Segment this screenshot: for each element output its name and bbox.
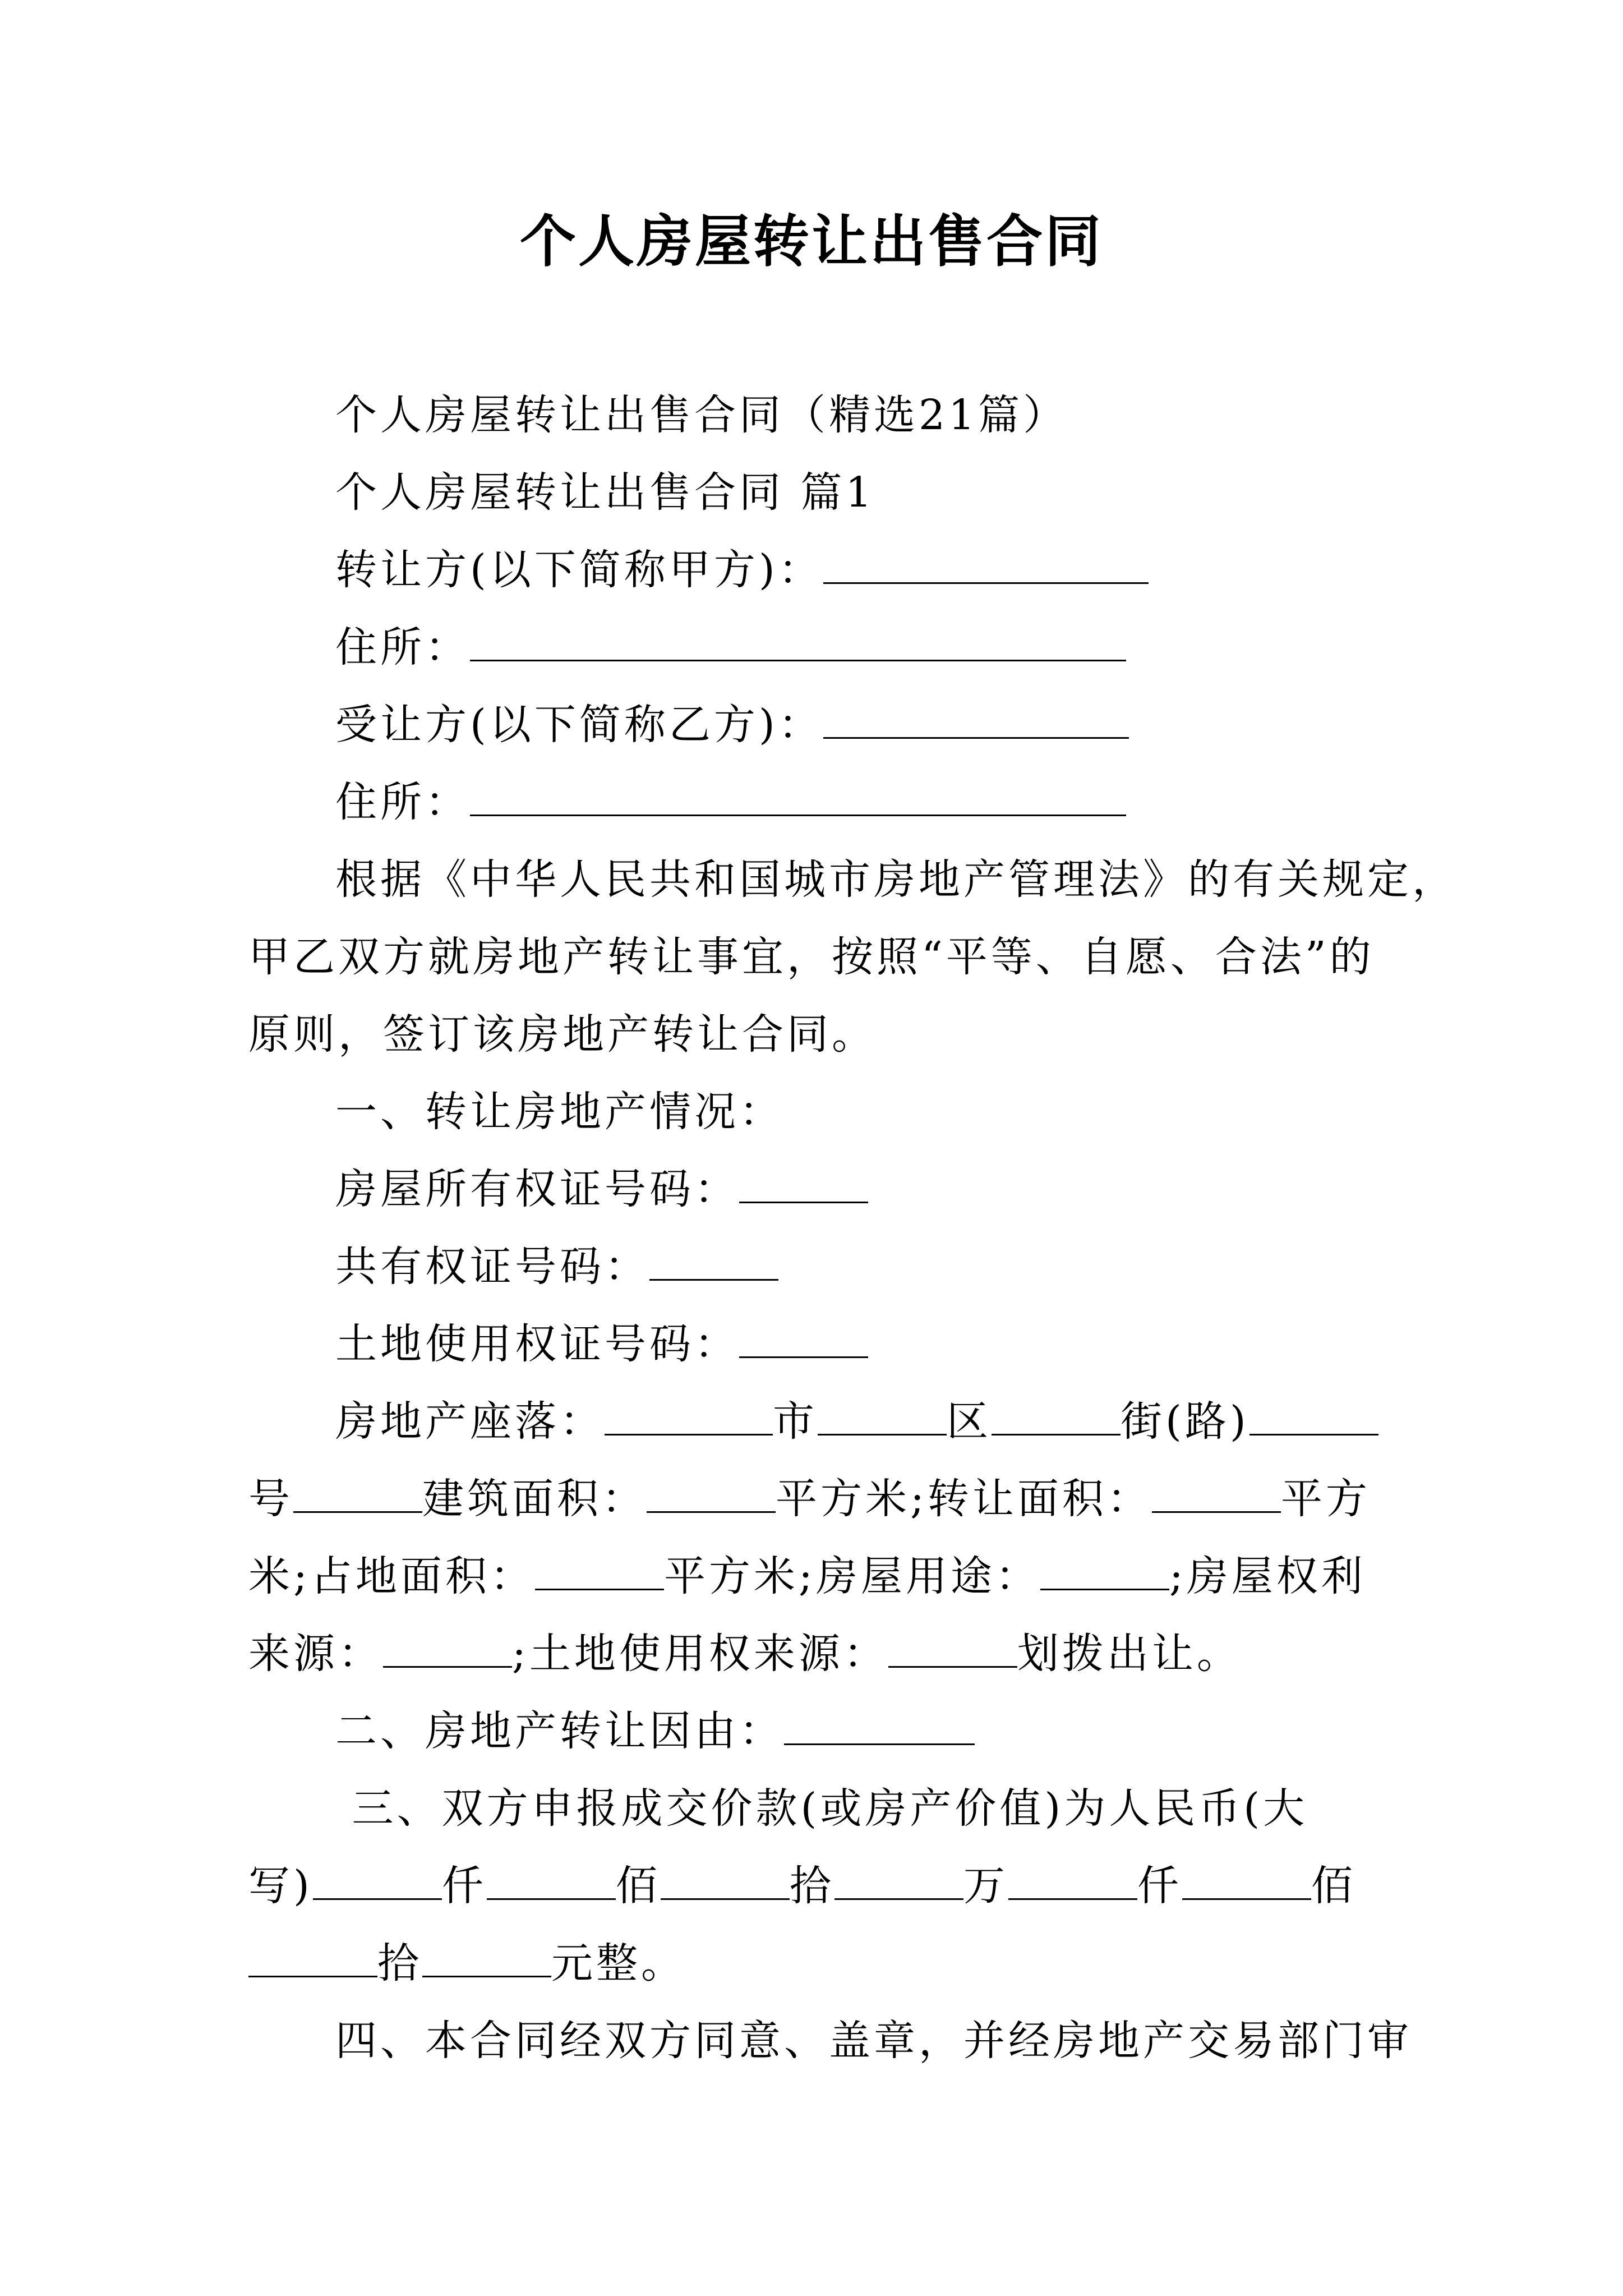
transferee-address-line xyxy=(335,774,1126,830)
amount-blank xyxy=(487,1859,616,1900)
paragraph-text: 甲乙双方就房地产转让事宜，按照“平等、自愿、合法”的 xyxy=(248,933,1375,981)
area-line xyxy=(248,1471,1371,1527)
section-heading-line xyxy=(335,464,875,521)
source-line xyxy=(248,1626,1242,1682)
ownership-cert-blank xyxy=(739,1162,868,1203)
reason-blank xyxy=(784,1704,975,1745)
usage-blank xyxy=(1040,1549,1169,1590)
location-label: 房地产座落： xyxy=(335,1397,605,1446)
paragraph-text: 原则，签订该房地产转让合同。 xyxy=(248,1010,877,1059)
amount-blank xyxy=(1008,1859,1137,1900)
land-cert-blank xyxy=(739,1317,868,1358)
street-label: 街(路) xyxy=(1121,1397,1249,1446)
document-title: 个人房屋转让出售合同 xyxy=(520,208,1103,274)
transferor-address-line xyxy=(335,619,1126,675)
transfer-area-label: 平方米;转让面积： xyxy=(776,1475,1152,1523)
amount-blank xyxy=(661,1859,790,1900)
source-label: 来源： xyxy=(248,1630,383,1678)
unit-label: 拾 xyxy=(377,1939,422,1987)
section-4-line xyxy=(335,2013,1412,2069)
section-1-text: 一、转让房地产情况： xyxy=(335,1088,784,1136)
co-ownership-cert-label: 共有权证号码： xyxy=(335,1243,649,1291)
transferor-line xyxy=(335,542,1149,598)
unit-label: 仟 xyxy=(1137,1862,1182,1910)
transferee-blank xyxy=(823,698,1129,739)
street-blank xyxy=(992,1395,1121,1435)
subtitle-line xyxy=(335,387,1068,443)
transferee-line xyxy=(335,697,1129,753)
unit-label: 元整。 xyxy=(551,1939,686,1987)
square-label: 平方 xyxy=(1280,1475,1371,1523)
land-source-label: ;土地使用权来源： xyxy=(512,1630,888,1678)
building-area-label: 建筑面积： xyxy=(422,1475,647,1523)
land-source-blank xyxy=(888,1627,1017,1668)
number-extra-blank xyxy=(293,1472,422,1513)
amount-blank xyxy=(1182,1859,1311,1900)
ownership-cert-label: 房屋所有权证号码： xyxy=(335,1165,739,1213)
section-2-line xyxy=(335,1703,975,1759)
district-blank xyxy=(818,1395,947,1435)
location-line xyxy=(335,1393,1378,1450)
land-area-label: 米;占地面积： xyxy=(248,1552,535,1600)
section-heading-text: 个人房屋转让出售合同 篇1 xyxy=(335,468,875,517)
transferor-blank xyxy=(823,543,1149,584)
district-label: 区 xyxy=(947,1397,992,1446)
city-label: 市 xyxy=(773,1397,818,1446)
address-label: 住所： xyxy=(335,778,470,826)
amount-line-2 xyxy=(248,1935,686,1991)
section-1-heading xyxy=(335,1084,784,1140)
amount-label: 写) xyxy=(248,1862,313,1910)
unit-label: 拾 xyxy=(789,1862,834,1910)
paragraph-line xyxy=(335,852,1457,908)
unit-label: 佰 xyxy=(615,1862,661,1910)
amount-blank xyxy=(422,1936,551,1977)
transferor-label: 转让方(以下简称甲方)： xyxy=(335,546,823,594)
unit-label: 仟 xyxy=(441,1862,487,1910)
allocation-label: 划拨出让。 xyxy=(1017,1630,1242,1678)
section-3-line xyxy=(335,1780,1308,1837)
section-4-text: 四、本合同经双方同意、盖章，并经房地产交易部门审 xyxy=(335,2017,1412,2065)
unit-label: 万 xyxy=(963,1862,1008,1910)
rights-label: ;房屋权利 xyxy=(1169,1552,1366,1600)
paragraph-line xyxy=(248,1006,877,1062)
land-area-blank xyxy=(535,1549,664,1590)
section-2-text: 二、房地产转让因由： xyxy=(335,1707,784,1755)
transferee-address-blank xyxy=(470,775,1126,816)
ownership-cert-line xyxy=(335,1161,868,1217)
paragraph-text: 根据《中华人民共和国城市房地产管理法》的有关规定， xyxy=(335,855,1457,904)
land-cert-line xyxy=(335,1316,868,1372)
land-cert-label: 土地使用权证号码： xyxy=(335,1320,739,1368)
co-ownership-cert-blank xyxy=(649,1240,778,1281)
section-3-text: 三、双方申报成交价款(或房产价值)为人民币(大 xyxy=(335,1784,1308,1833)
usage-label: 平方米;房屋用途： xyxy=(663,1552,1040,1600)
number-label: 号 xyxy=(248,1475,293,1523)
transferor-address-blank xyxy=(470,620,1126,661)
transferee-label: 受让方(以下简称乙方)： xyxy=(335,701,823,749)
building-area-blank xyxy=(647,1472,776,1513)
subtitle-text: 个人房屋转让出售合同（精选21篇） xyxy=(335,391,1068,439)
paragraph-line xyxy=(248,929,1375,985)
transfer-area-blank xyxy=(1152,1472,1281,1513)
amount-blank xyxy=(834,1859,963,1900)
source-blank xyxy=(383,1627,512,1668)
unit-label: 佰 xyxy=(1311,1862,1356,1910)
amount-line xyxy=(248,1858,1356,1914)
amount-blank xyxy=(313,1859,442,1900)
usage-line xyxy=(248,1548,1366,1604)
address-label: 住所： xyxy=(335,623,470,671)
co-ownership-cert-line xyxy=(335,1239,778,1295)
city-blank xyxy=(605,1395,773,1435)
number-blank xyxy=(1249,1395,1378,1435)
amount-blank xyxy=(248,1936,377,1977)
